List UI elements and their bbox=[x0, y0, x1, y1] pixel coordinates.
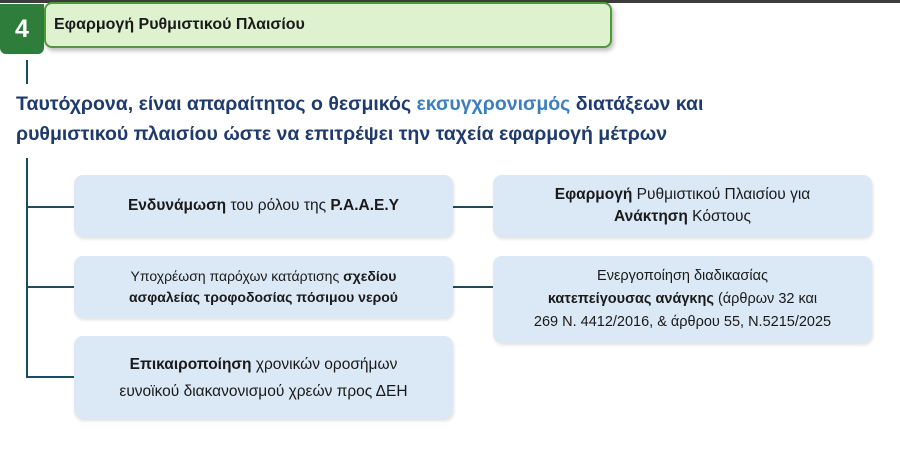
box3-text: χρονικών οροσήμων bbox=[251, 355, 398, 373]
box5-text: (άρθρων 32 και bbox=[713, 291, 818, 307]
box3-bold: Επικαιροποίηση bbox=[129, 355, 252, 373]
section-number-badge bbox=[0, 4, 44, 54]
box5-bold: κατεπείγουσας ανάγκης bbox=[547, 291, 714, 307]
box-update-milestones bbox=[74, 336, 453, 419]
box-emergency-procedure bbox=[493, 256, 872, 343]
headline bbox=[16, 89, 876, 149]
box4-bold: Εφαρμογή bbox=[554, 186, 633, 203]
headline-accent: εκσυγχρονισμός bbox=[416, 93, 571, 115]
section-title-bar bbox=[44, 2, 612, 48]
box2-bold: σχεδίου bbox=[343, 268, 397, 284]
connector-top-left bbox=[26, 60, 28, 84]
box2-bold-line2: ασφαλείας τροφοδοσίας πόσιμου νερού bbox=[129, 289, 398, 305]
box1-bold2: Ρ.Α.Α.Ε.Υ bbox=[330, 197, 400, 214]
box2-text: Υποχρέωση παρόχων κατάρτισης bbox=[130, 268, 344, 284]
box1-text: του ρόλου της bbox=[226, 197, 331, 214]
connector-branch-1 bbox=[26, 206, 74, 208]
headline-line2: ρυθμιστικού πλαισίου ώστε να επιτρέψει την ταχεία εφαρμογή μέτρων bbox=[16, 123, 668, 145]
box4-text: Ρυθμιστικού Πλαισίου για bbox=[632, 186, 811, 203]
headline-part2: διατάξεων και bbox=[570, 93, 704, 115]
box1-bold: Ενδυνάμωση bbox=[127, 197, 227, 214]
box5-line3: 269 Ν. 4412/2016, & άρθρου 55, Ν.5215/2025 bbox=[533, 314, 832, 330]
headline-part1: Ταυτόχρονα, είναι απαραίτητος ο θεσμικός bbox=[16, 93, 417, 115]
connector-box2-box5 bbox=[453, 286, 493, 288]
box-water-safety-plan bbox=[74, 256, 453, 318]
connector-branch-3 bbox=[26, 376, 74, 378]
connector-box1-box4 bbox=[453, 206, 493, 208]
box-strengthen-raaey bbox=[74, 175, 453, 237]
section-title: Εφαρμογή Ρυθμιστικού Πλαισίου bbox=[54, 16, 305, 33]
box4-bold-line2: Ανάκτηση bbox=[614, 208, 688, 225]
box3-line2: ευνοϊκού διακανονισμού χρεών προς ΔΕΗ bbox=[119, 382, 408, 400]
connector-branch-2 bbox=[26, 286, 74, 288]
section-number: 4 bbox=[15, 14, 29, 43]
connector-trunk bbox=[26, 158, 28, 378]
box5-line1: Ενεργοποίηση διαδικασίας bbox=[597, 268, 768, 284]
box-cost-recovery bbox=[493, 175, 872, 237]
box4-text-line2: Κόστους bbox=[687, 208, 751, 225]
